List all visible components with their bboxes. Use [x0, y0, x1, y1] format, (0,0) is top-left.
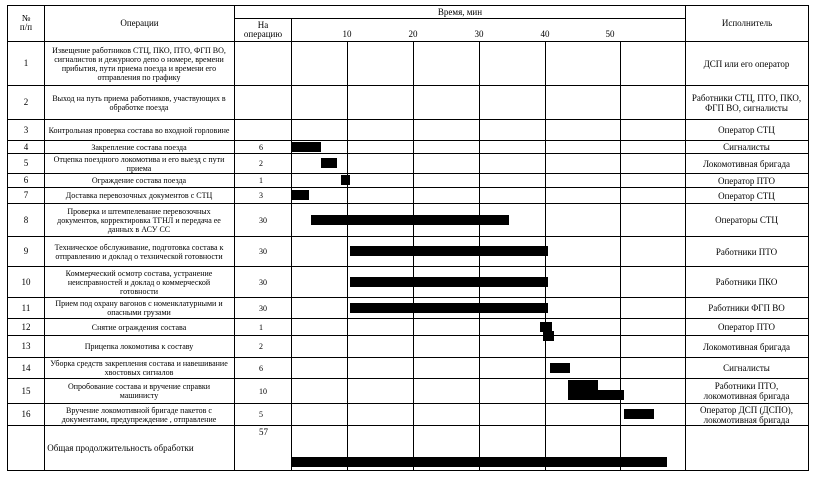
- time-gridline: [620, 41, 621, 470]
- executor: Оператор СТЦ: [718, 190, 775, 201]
- time-tick-label: 20: [408, 28, 418, 39]
- executor: Сигналисты: [723, 363, 770, 373]
- operation-duration: 30: [259, 303, 267, 313]
- row-number: 2: [23, 97, 29, 107]
- gantt-bar: [350, 277, 548, 287]
- executor: Локомотивная бригада: [702, 341, 791, 352]
- row-number: 13: [21, 341, 31, 351]
- row-number: 14: [21, 362, 31, 373]
- header-num: № п/п: [19, 13, 33, 32]
- operation-name: Отцепка поездного локомотива и его выезд с пути приема: [53, 154, 225, 173]
- time-tick-label: 30: [474, 28, 484, 39]
- executor: ДСП или его оператор: [703, 58, 790, 69]
- operation-duration: 1: [259, 322, 263, 332]
- row-number: 5: [23, 158, 29, 168]
- column-divider: [808, 5, 809, 470]
- row-number: 4: [23, 141, 29, 152]
- operation-duration: 5: [259, 410, 263, 419]
- row-number: 3: [23, 124, 29, 135]
- row-number: 15: [21, 385, 31, 396]
- gantt-bar: [568, 390, 624, 400]
- total-gantt-bar: [291, 457, 667, 467]
- executor: Оператор ДСП (ДСПО), локомотивная бригада: [700, 404, 793, 425]
- operation-name: Снятие ограждения состава: [91, 322, 187, 332]
- operation-duration: [235, 86, 291, 119]
- operation-name: Вручение локомотивной бригаде пакетов с документами, предупреждение , отправление: [61, 405, 217, 424]
- gantt-bar: [568, 380, 598, 390]
- operation-duration: 10: [259, 386, 267, 396]
- gantt-bar: [311, 215, 509, 225]
- operation-duration: 30: [259, 277, 267, 287]
- gantt-bar: [543, 331, 554, 341]
- time-tick-label: 40: [540, 28, 550, 39]
- operation-name: Коммерческий осмотр состава, устранение неисправностей и доклад о коммерческой готовности: [65, 268, 213, 296]
- operation-duration: 2: [259, 342, 263, 351]
- operation-name: Ограждение состава поезда: [91, 176, 187, 185]
- executor: Работники ПТО: [715, 246, 778, 257]
- operation-name: Техническое обслуживание, подготовка состава к отправлению и доклад о технической готовности: [54, 242, 224, 261]
- operation-duration: 3: [259, 191, 263, 200]
- operation-duration: [235, 120, 291, 140]
- operation-name: Доставка перевозочных документов с СТЦ: [65, 191, 213, 200]
- operation-duration: [235, 42, 291, 85]
- operation-name: Прием под охрану вагонов с номенклатурными и опасными грузами: [55, 299, 223, 317]
- gantt-bar: [350, 246, 548, 256]
- row-number: 12: [21, 321, 31, 332]
- executor: Оператор ПТО: [717, 322, 775, 332]
- operation-name: Извещение работников СТЦ, ПКО, ПТО, ФГП ВО, сигналистов и дежурного депо о номере, времени прибытия, пути приема поезда и времени его отправления по графику: [52, 45, 226, 82]
- operation-duration: 6: [259, 142, 263, 152]
- operation-duration: 30: [259, 247, 267, 256]
- operation-duration: 2: [259, 159, 263, 168]
- gantt-bar: [550, 363, 570, 373]
- operation-duration: 1: [259, 176, 263, 185]
- total-duration: 57: [259, 426, 268, 437]
- gantt-bar: [341, 175, 351, 185]
- header-operations: Операции: [120, 17, 159, 28]
- executor: Сигналисты: [723, 142, 770, 152]
- gantt-bar: [291, 190, 309, 200]
- executor: Работники СТЦ, ПТО, ПКО, ФГП ВО, сигналисты: [691, 92, 802, 113]
- gantt-bar: [350, 303, 548, 313]
- executor: Работники ФГП ВО: [708, 303, 785, 313]
- table-border-bottom: [7, 470, 809, 471]
- column-divider: [44, 5, 45, 470]
- gantt-bar: [624, 409, 654, 419]
- header-time-divider: [234, 18, 685, 19]
- total-label: Общая продолжительность обработки: [47, 442, 194, 453]
- row-number: 16: [21, 409, 31, 419]
- operation-duration: 30: [259, 215, 267, 225]
- row-number: 1: [23, 58, 29, 68]
- operation-name: Контрольная проверка состава во входной горловине: [48, 125, 230, 135]
- operation-name: Опробование состава и вручение справки машинисту: [67, 382, 211, 400]
- operation-name: Уборка средств закрепления состава и навешивание хвостовых сигналов: [50, 359, 228, 377]
- row-number: 7: [23, 190, 29, 200]
- column-divider: [685, 5, 686, 470]
- executor: Локомотивная бригада: [702, 158, 791, 169]
- time-tick-label: 10: [342, 28, 352, 39]
- row-number: 6: [23, 175, 29, 185]
- time-tick-label: 50: [605, 28, 615, 39]
- operation-name: Проверка и штемпелевание перевозочных документов, корректировка ТГНЛ и передача ее данных в АСУ СС: [57, 206, 221, 234]
- header-time: Время, мин: [437, 6, 483, 17]
- operation-name: Выход на путь приема работников, участвующих в обработке поезда: [52, 93, 226, 112]
- operation-name: Закрепление состава поезда: [91, 142, 187, 152]
- executor: Работники ПТО, локомотивная бригада: [703, 381, 790, 401]
- row-number: 11: [21, 302, 31, 313]
- executor: Операторы СТЦ: [715, 215, 778, 225]
- row-number: 9: [23, 246, 29, 256]
- header-duration: На операцию: [243, 19, 283, 39]
- executor: Оператор ПТО: [717, 175, 775, 186]
- header-executor: Исполнитель: [721, 17, 773, 28]
- gantt-bar: [291, 142, 321, 152]
- executor: Работники ПКО: [715, 277, 778, 287]
- time-gridline: [347, 41, 348, 470]
- operation-name: Прицепка локомотива к составу: [84, 342, 194, 351]
- executor: Оператор СТЦ: [718, 125, 775, 135]
- row-number: 10: [21, 276, 31, 287]
- row-number: 8: [23, 214, 29, 225]
- gantt-bar: [321, 158, 338, 168]
- operation-duration: 6: [259, 363, 263, 373]
